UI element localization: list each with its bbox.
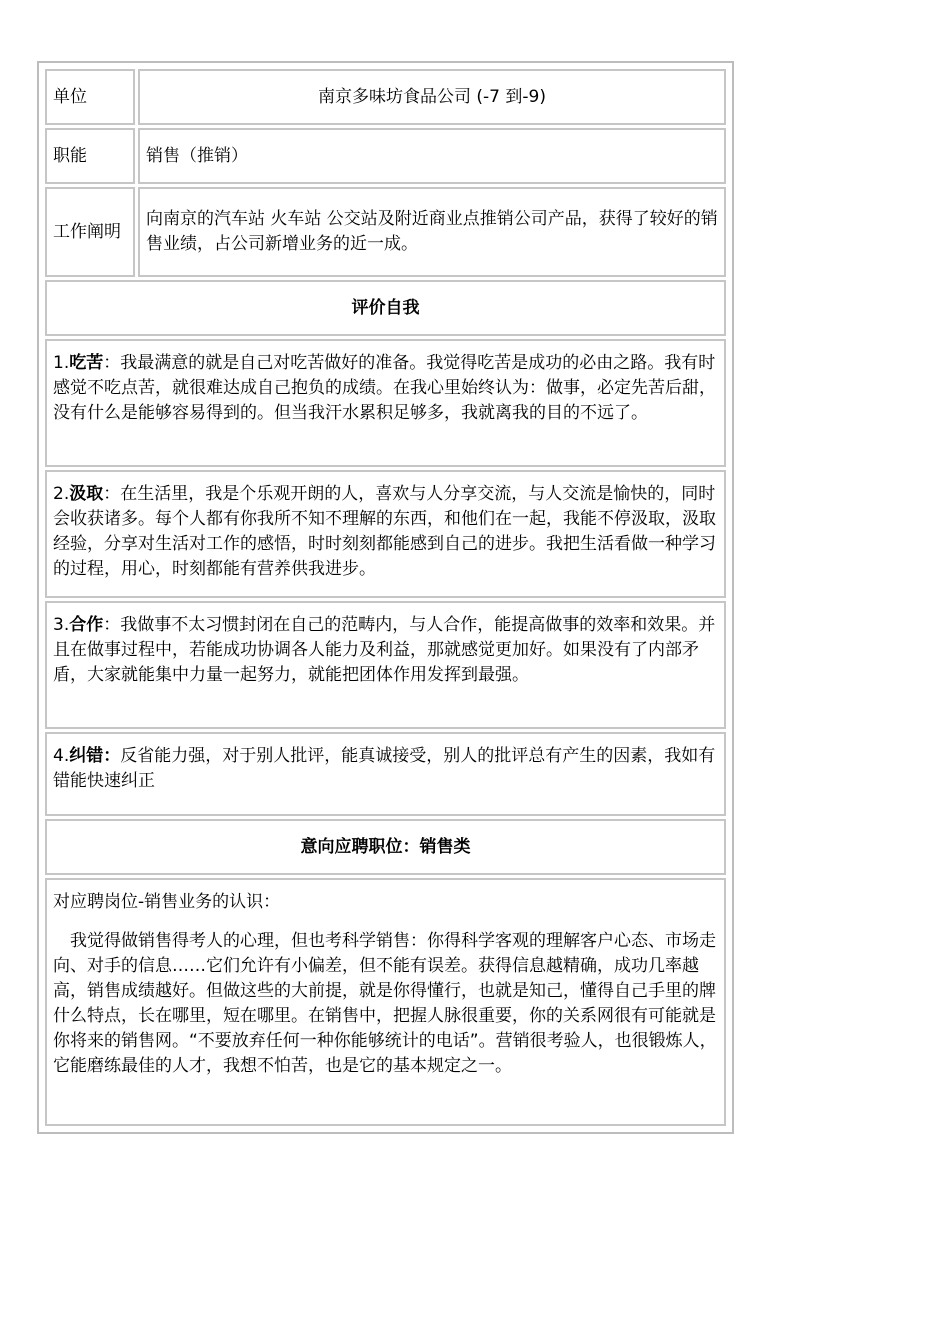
intent-heading: 意向应聘职位：销售类 <box>45 819 726 875</box>
work-value: 向南京的汽车站 火车站 公交站及附近商业点推销公司产品，获得了较好的销售业绩，占公司新增业务的近一成。 <box>138 187 726 277</box>
self-eval-item-2-sep: ： <box>103 484 121 504</box>
intent-body-row <box>45 878 726 1126</box>
self-eval-heading: 评价自我 <box>45 280 726 336</box>
self-eval-item-1 <box>45 339 726 467</box>
unit-label: 单位 <box>45 69 135 125</box>
self-eval-item-1-sep: ： <box>103 353 121 373</box>
self-eval-item-2-text: 在生活里，我是个乐观开朗的人，喜欢与人分享交流，与人交流是愉快的，同时会收获诸多。每个人都有你我所不知不理解的东西，和他们在一起，我能不停汲取，汲取经验，分享对生活对工作的感悟，时时刻刻都能感到自己的进步。我把生活看做一种学习的过程，用心，时刻都能有营养供我进步。 <box>53 484 716 579</box>
self-eval-item-3 <box>45 601 726 729</box>
intent-body-text: 我觉得做销售得考人的心理，但也考科学销售：你得科学客观的理解客户心态、市场走向、对手的信息……它们允许有小偏差，但不能有误差。获得信息越精确，成功几率越高，销售成绩越好。但做这些的大前提，就是你得懂行，也就是知己，懂得自己手里的牌什么特点，长在哪里，短在哪里。在销售中，把握人脉很重要，你的关系网很有可能就是你将来的销售网。“不要放弃任何一种你能够统计的电话”。营销很考验人，也很锻炼人，它能磨练最佳的人才，我想不怕苦，也是它的基本规定之一。 <box>53 931 717 1076</box>
role-row <box>45 128 726 184</box>
intent-body-paragraph <box>53 929 718 1079</box>
self-eval-item-3-sep: ： <box>103 615 121 635</box>
intent-intro: 对应聘岗位-销售业务的认识： <box>53 892 281 912</box>
resume-table-grid <box>42 66 729 1129</box>
unit-value: 南京多味坊食品公司 (-7 到-9) <box>138 69 726 125</box>
self-eval-item-2-cell <box>45 470 726 598</box>
self-eval-item-4-title: 纠错： <box>69 746 121 766</box>
self-eval-item-3-text: 我做事不太习惯封闭在自己的范畴内，与人合作，能提高做事的效率和效果。并且在做事过程中，若能成功协调各人能力及利益，那就感觉更加好。如果没有了内部矛盾，大家就能集中力量一起努力，就能把团体作用发挥到最强。 <box>53 615 716 685</box>
self-eval-heading-row <box>45 280 726 336</box>
self-eval-item-4-num: 4. <box>53 746 70 766</box>
self-eval-item-4-text: 反省能力强，对于别人批评，能真诚接受，别人的批评总有产生的因素，我如有错能快速纠正 <box>53 746 716 791</box>
self-eval-item-1-cell <box>45 339 726 467</box>
self-eval-item-1-num: 1. <box>53 353 70 373</box>
self-eval-item-3-title: 合作 <box>69 615 104 635</box>
self-eval-item-2-title: 汲取 <box>69 484 104 504</box>
self-eval-item-4-cell <box>45 732 726 816</box>
self-eval-item-1-text: 我最满意的就是自己对吃苦做好的准备。我觉得吃苦是成功的必由之路。我有时感觉不吃点苦，就很难达成自己抱负的成绩。在我心里始终认为：做事，必定先苦后甜，没有什么是能够容易得到的。但当我汗水累积足够多，我就离我的目的不远了。 <box>53 353 716 423</box>
work-row <box>45 187 726 277</box>
intent-body-cell <box>45 878 726 1126</box>
resume-table <box>37 61 734 1134</box>
work-label: 工作阐明 <box>45 187 135 277</box>
self-eval-item-4 <box>45 732 726 816</box>
intent-heading-row <box>45 819 726 875</box>
self-eval-item-3-num: 3. <box>53 615 70 635</box>
self-eval-item-1-title: 吃苦 <box>69 353 104 373</box>
role-value: 销售（推销） <box>138 128 726 184</box>
self-eval-item-2 <box>45 470 726 598</box>
self-eval-item-2-num: 2. <box>53 484 70 504</box>
unit-row <box>45 69 726 125</box>
role-label: 职能 <box>45 128 135 184</box>
self-eval-item-3-cell <box>45 601 726 729</box>
